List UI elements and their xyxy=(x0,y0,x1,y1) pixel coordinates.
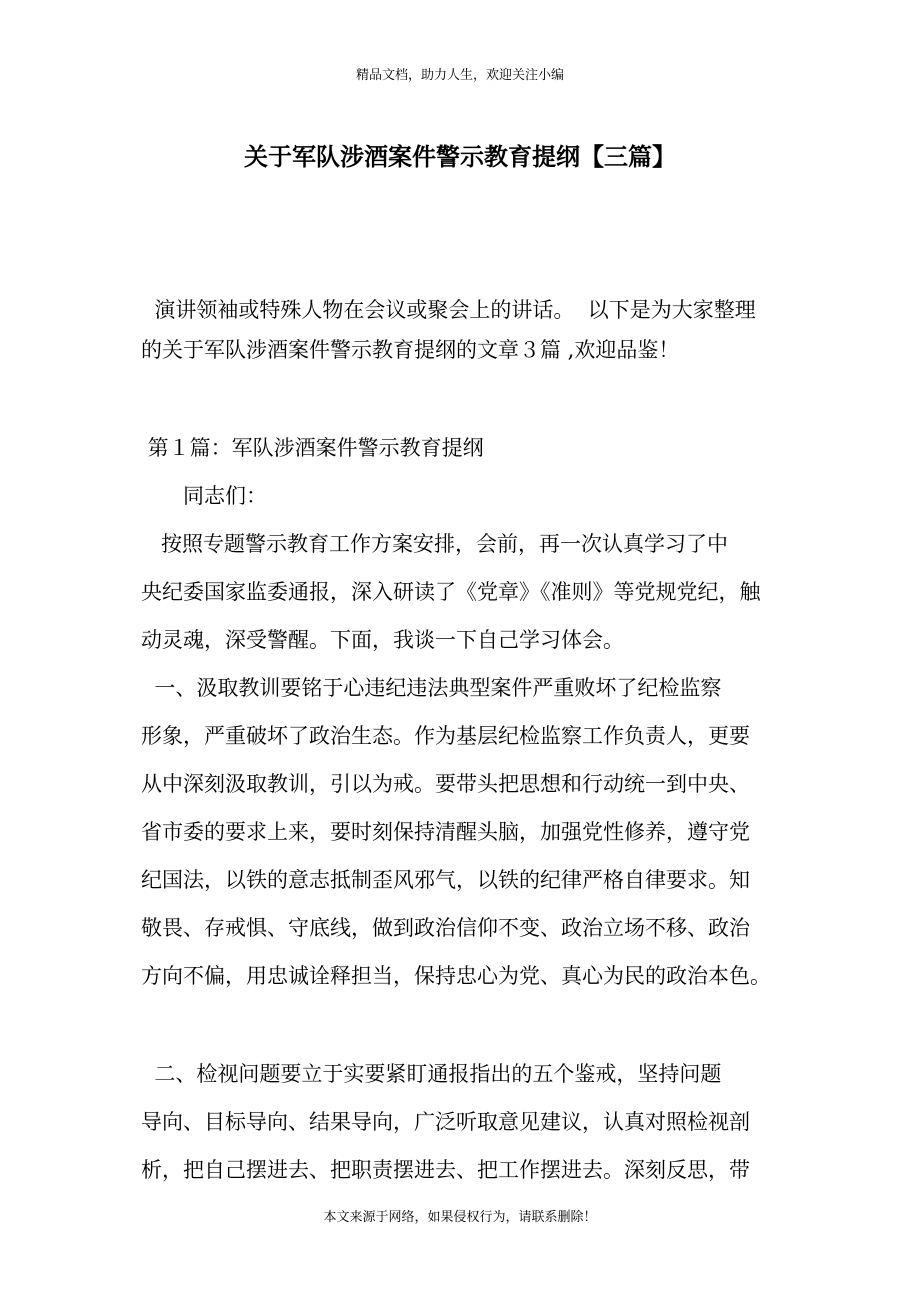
paragraph-2-line-1: 一、汲取教训要铭于心违纪违法典型案件严重败坏了纪检监察 xyxy=(141,676,722,700)
salutation: 同志们： xyxy=(183,484,267,508)
paragraph-2-line-3: 从中深刻汲取教训，引以为戒。要带头把思想和行动统一到中央、 xyxy=(141,772,750,796)
paragraph-2-line-2: 形象，严重破坏了政治生态。作为基层纪检监察工作负责人，更要 xyxy=(141,724,750,748)
document-title: 关于军队涉酒案件警示教育提纲【三篇】 xyxy=(244,142,676,171)
footer-note: 本文来源于网络，如果侵权行为，请联系删除！ xyxy=(323,1210,597,1225)
paragraph-1-line-1: 按照专题警示教育工作方案安排，会前，再一次认真学习了中 xyxy=(141,532,729,556)
paragraph-1-line-2: 央纪委国家监委通报，深入研读了《党章》《准则》等党规党纪，触 xyxy=(141,580,761,604)
paragraph-2-line-6: 敬畏、存戒惧、守底线，做到政治信仰不变、政治立场不移、政治 xyxy=(141,916,750,940)
paragraph-3-line-2: 导向、目标导向、结果导向，广泛听取意见建议，认真对照检视剖 xyxy=(141,1110,750,1134)
paragraph-3-line-3: 析，把自己摆进去、把职责摆进去、把工作摆进去。深刻反思，带 xyxy=(141,1158,750,1182)
paragraph-1-line-3: 动灵魂，深受警醒。下面，我谈一下自己学习体会。 xyxy=(141,628,624,652)
paragraph-2-line-5: 纪国法，以铁的意志抵制歪风邪气，以铁的纪律严格自律要求。知 xyxy=(141,868,750,892)
intro-line-1: 演讲领袖或特殊人物在会议或聚会上的讲话。 以下是为大家整理 xyxy=(141,298,756,322)
paragraph-2-line-4: 省市委的要求上来，要时刻保持清醒头脑，加强党性修养，遵守党 xyxy=(141,820,750,844)
intro-line-2: 的关于军队涉酒案件警示教育提纲的文章３篇 ,欢迎品鉴！ xyxy=(141,338,680,362)
paragraph-3-line-1: 二、检视问题要立于实要紧盯通报指出的五个鉴戒，坚持问题 xyxy=(141,1062,722,1086)
header-note: 精品文档，助力人生，欢迎关注小编 xyxy=(355,68,564,83)
section-heading: 第１篇：军队涉酒案件警示教育提纲 xyxy=(141,436,484,460)
paragraph-2-line-7: 方向不偏，用忠诚诠释担当，保持忠心为党、真心为民的政治本色。 xyxy=(141,964,771,988)
